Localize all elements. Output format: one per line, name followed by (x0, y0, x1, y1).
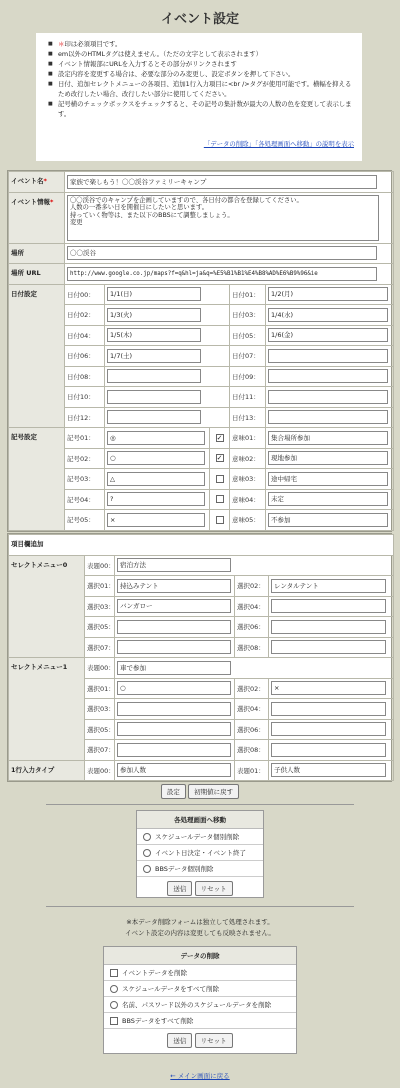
symbol-input[interactable]: △ (107, 472, 205, 486)
delete-reset-button[interactable]: リセット (195, 1033, 233, 1048)
radio-icon[interactable] (143, 865, 151, 873)
symbol-label: 記号01： (65, 428, 105, 449)
delete-option[interactable]: イベントデータを削除 (104, 965, 296, 981)
dates-label: 日付設定 (9, 284, 65, 428)
select-menu0-option-label: 選択07： (85, 637, 115, 658)
info-line: 〇〇渓谷でのキャンプを企画していますので、各日付の都合を登録してください。 (70, 196, 303, 204)
back-to-main-link[interactable]: ← メイン画面に戻る (170, 1072, 230, 1080)
line-title00-input[interactable]: 参加人数 (117, 763, 231, 777)
delete-info-text: ※本データ削除フォームは独立して処理されます。 イベント設定の内容は変更しても反映されません。 (125, 918, 275, 937)
place-input[interactable]: 〇〇渓谷 (67, 246, 377, 260)
select-menu1-label: セレクトメニュー1 (9, 658, 85, 761)
event-info-label: イベント情報* (9, 192, 65, 243)
reset-initial-button[interactable]: 初期値に戻す (188, 784, 239, 799)
select-menu1-option-label: 選択08： (235, 740, 269, 761)
date-label: 日付05： (230, 325, 266, 346)
select-menu1-option-label: 選択02： (235, 678, 269, 699)
symbol-label: 記号04： (65, 489, 105, 510)
date-label: 日付00： (65, 284, 105, 305)
delete-option[interactable]: スケジュールデータをすべて削除 (104, 981, 296, 997)
notes-box (36, 33, 362, 161)
select-menu1-option-input[interactable] (117, 743, 231, 757)
select-menu0-option-input[interactable] (271, 599, 386, 613)
line-title01-input[interactable]: 子供人数 (271, 763, 386, 777)
meaning-input[interactable]: 集合場所参加 (268, 431, 388, 445)
meaning-input[interactable]: 途中帰宅 (268, 472, 388, 486)
date-label: 日付13： (230, 407, 266, 428)
delete-box (103, 946, 297, 1054)
radio-icon[interactable] (110, 1001, 118, 1009)
line-title00-label: 表題00： (85, 760, 115, 781)
delete-title: データの削除 (104, 947, 296, 965)
place-url-label: 場所 URL (9, 264, 65, 285)
delete-send-button[interactable]: 送信 (167, 1033, 192, 1048)
date-label: 日付11： (230, 387, 266, 408)
select-menu1-option-input[interactable]: ○ (117, 681, 231, 695)
radio-icon[interactable] (110, 985, 118, 993)
select-menu0-option-input[interactable]: バンガロー (117, 599, 231, 613)
radio-icon[interactable] (143, 833, 151, 841)
symbol-highlight-checkbox[interactable] (216, 516, 224, 524)
date-label: 日付07： (230, 346, 266, 367)
symbols-label: 記号設定 (9, 428, 65, 531)
date-input[interactable]: 1/7(土) (107, 349, 201, 363)
move-title: 各処理画面へ移動 (137, 811, 263, 829)
note-item: ■ イベント情報部にURLを入力するとその部分がリンクされます (48, 59, 352, 69)
note-item: ■ ＊印は必須項目です。 (48, 39, 352, 49)
symbol-input[interactable]: ◎ (107, 431, 205, 445)
info-line: 変更 (70, 219, 83, 226)
select-menu1-title-input[interactable]: 車で参加 (117, 661, 231, 675)
select-menu1-title-label: 表題00： (85, 658, 115, 679)
checkbox-icon[interactable] (110, 1017, 118, 1025)
meaning-label: 意味02： (230, 448, 266, 469)
select-menu1-option-input[interactable] (271, 702, 386, 716)
move-option[interactable]: イベント日決定・イベント終了 (137, 845, 263, 861)
date-input[interactable]: 1/1(日) (107, 287, 201, 301)
symbol-input[interactable]: ○ (107, 451, 205, 465)
meaning-label: 意味05： (230, 510, 266, 531)
date-input[interactable] (107, 390, 201, 404)
note-item: ■ 日付、追加セレクトメニューの各項目、追加1行入力項目に<br />タグが使用可能です。横幅を抑えるため改行したい場合、改行したい部分に使用してください。 (48, 79, 352, 99)
line-input-label: 1行入力タイプ (9, 760, 85, 781)
page-title: イベント設定 (160, 12, 239, 27)
set-button[interactable]: 設定 (161, 784, 186, 799)
line-title01-label: 表題01： (235, 760, 269, 781)
select-menu0-option-input[interactable] (117, 640, 231, 654)
date-label: 日付12： (65, 407, 105, 428)
divider (46, 804, 354, 805)
symbol-input[interactable]: ? (107, 492, 205, 506)
date-label: 日付08： (65, 366, 105, 387)
select-menu0-option-label: 選択03： (85, 596, 115, 617)
select-menu1-option-label: 選択03： (85, 699, 115, 720)
date-input[interactable]: 1/4(水) (268, 308, 388, 322)
move-option[interactable]: BBSデータ個別削除 (137, 861, 263, 877)
date-label: 日付04： (65, 325, 105, 346)
meaning-input[interactable]: 未定 (268, 492, 388, 506)
select-menu0-option-label: 選択06： (235, 617, 269, 638)
date-input[interactable] (268, 349, 388, 363)
note-item: ■ 設定内容を変更する場合は、必要な部分のみ変更し、設定ボタンを押して下さい。 (48, 69, 352, 79)
symbol-highlight-checkbox[interactable] (216, 495, 224, 503)
select-menu0-label: セレクトメニュー0 (9, 555, 85, 658)
note-item: ■ em以外のHTMLタグは使えません。（ただの文字として表示されます） (48, 49, 352, 59)
event-info-textarea[interactable] (67, 195, 379, 241)
event-name-input[interactable]: 家族で楽しもう！〇〇渓谷ファミリーキャンプ (67, 175, 377, 189)
extra-section-label: 項目欄追加 (9, 535, 394, 556)
select-menu0-option-label: 選択08： (235, 637, 269, 658)
checkbox-icon[interactable] (110, 969, 118, 977)
event-form (7, 170, 392, 532)
info-line: 持っていく物等は、また以下のBBSにて調整しましょう。 (70, 211, 234, 219)
symbol-highlight-checkbox[interactable]: ✓ (216, 454, 223, 463)
select-menu1-option-input[interactable] (271, 743, 386, 757)
meaning-label: 意味01： (230, 428, 266, 449)
select-menu1-option-label: 選択06： (235, 719, 269, 740)
symbol-label: 記号03： (65, 469, 105, 490)
symbol-highlight-checkbox[interactable] (216, 475, 224, 483)
select-menu0-title-input[interactable]: 宿泊方法 (117, 558, 231, 572)
date-input[interactable] (107, 369, 201, 383)
date-label: 日付09： (230, 366, 266, 387)
date-input[interactable]: 1/2(月) (268, 287, 388, 301)
date-input[interactable]: 1/6(金) (268, 328, 388, 342)
select-menu1-option-input[interactable]: × (271, 681, 386, 695)
radio-icon[interactable] (143, 849, 151, 857)
meaning-label: 意味04： (230, 489, 266, 510)
meaning-input[interactable]: 現地参加 (268, 451, 388, 465)
select-menu1-option-label: 選択07： (85, 740, 115, 761)
extra-fields-form (7, 533, 392, 782)
meaning-input[interactable]: 不参加 (268, 513, 388, 527)
select-menu0-option-input[interactable] (271, 620, 386, 634)
select-menu0-option-label: 選択02： (235, 576, 269, 597)
select-menu1-option-input[interactable] (117, 722, 231, 736)
info-line: 人数の一番多い日を開催日にしたいと思います。 (70, 204, 209, 211)
select-menu1-option-input[interactable] (117, 702, 231, 716)
meaning-label: 意味03： (230, 469, 266, 490)
event-name-label: イベント名* (9, 172, 65, 193)
symbol-label: 記号02： (65, 448, 105, 469)
select-menu0-option-input[interactable] (117, 620, 231, 634)
select-menu0-option-label: 選択05： (85, 617, 115, 638)
date-label: 日付01： (230, 284, 266, 305)
date-input[interactable] (107, 410, 201, 424)
select-menu0-option-input[interactable]: レンタルテント (271, 579, 386, 593)
date-input[interactable]: 1/5(木) (107, 328, 201, 342)
date-input[interactable] (268, 369, 388, 383)
select-menu1-option-label: 選択04： (235, 699, 269, 720)
symbol-label: 記号05： (65, 510, 105, 531)
select-menu0-title-label: 表題00： (85, 555, 115, 576)
notes-list (48, 39, 352, 119)
place-label: 場所 (9, 243, 65, 264)
select-menu1-option-label: 選択05： (85, 719, 115, 740)
select-menu0-option-label: 選択04： (235, 596, 269, 617)
date-input[interactable] (268, 410, 388, 424)
move-option[interactable]: スケジュールデータ個別削除 (137, 829, 263, 845)
symbol-highlight-checkbox[interactable]: ✓ (216, 433, 223, 442)
move-reset-button[interactable]: リセット (195, 881, 233, 896)
date-input[interactable] (268, 390, 388, 404)
date-label: 日付03： (230, 305, 266, 326)
date-label: 日付02： (65, 305, 105, 326)
select-menu0-option-label: 選択01： (85, 576, 115, 597)
divider (46, 906, 354, 907)
select-menu0-option-input[interactable] (271, 640, 386, 654)
date-label: 日付10： (65, 387, 105, 408)
place-url-input[interactable]: http://www.google.co.jp/maps?f=q&hl=ja&q=%E5%B1%B1%E4%B8%AD%E6%B9%96&ie (67, 267, 377, 281)
delete-option[interactable]: 名前、パスワード以外のスケジュールデータを削除 (104, 997, 296, 1013)
help-link[interactable]: 「データの削除」「各処理画面へ移動」の説明を表示 (203, 140, 354, 148)
select-menu1-option-label: 選択01： (85, 678, 115, 699)
delete-option[interactable]: BBSデータをすべて削除 (104, 1013, 296, 1029)
date-input[interactable]: 1/3(火) (107, 308, 201, 322)
note-item: ■ 記号横のチェックボックスをチェックすると、その記号の集計数が最大の人数の色を変更して表示します。 (48, 99, 352, 119)
date-label: 日付06： (65, 346, 105, 367)
select-menu1-option-input[interactable] (271, 722, 386, 736)
move-box (136, 810, 264, 898)
select-menu0-option-input[interactable]: 持込みテント (117, 579, 231, 593)
move-send-button[interactable]: 送信 (167, 881, 192, 896)
symbol-input[interactable]: × (107, 513, 205, 527)
